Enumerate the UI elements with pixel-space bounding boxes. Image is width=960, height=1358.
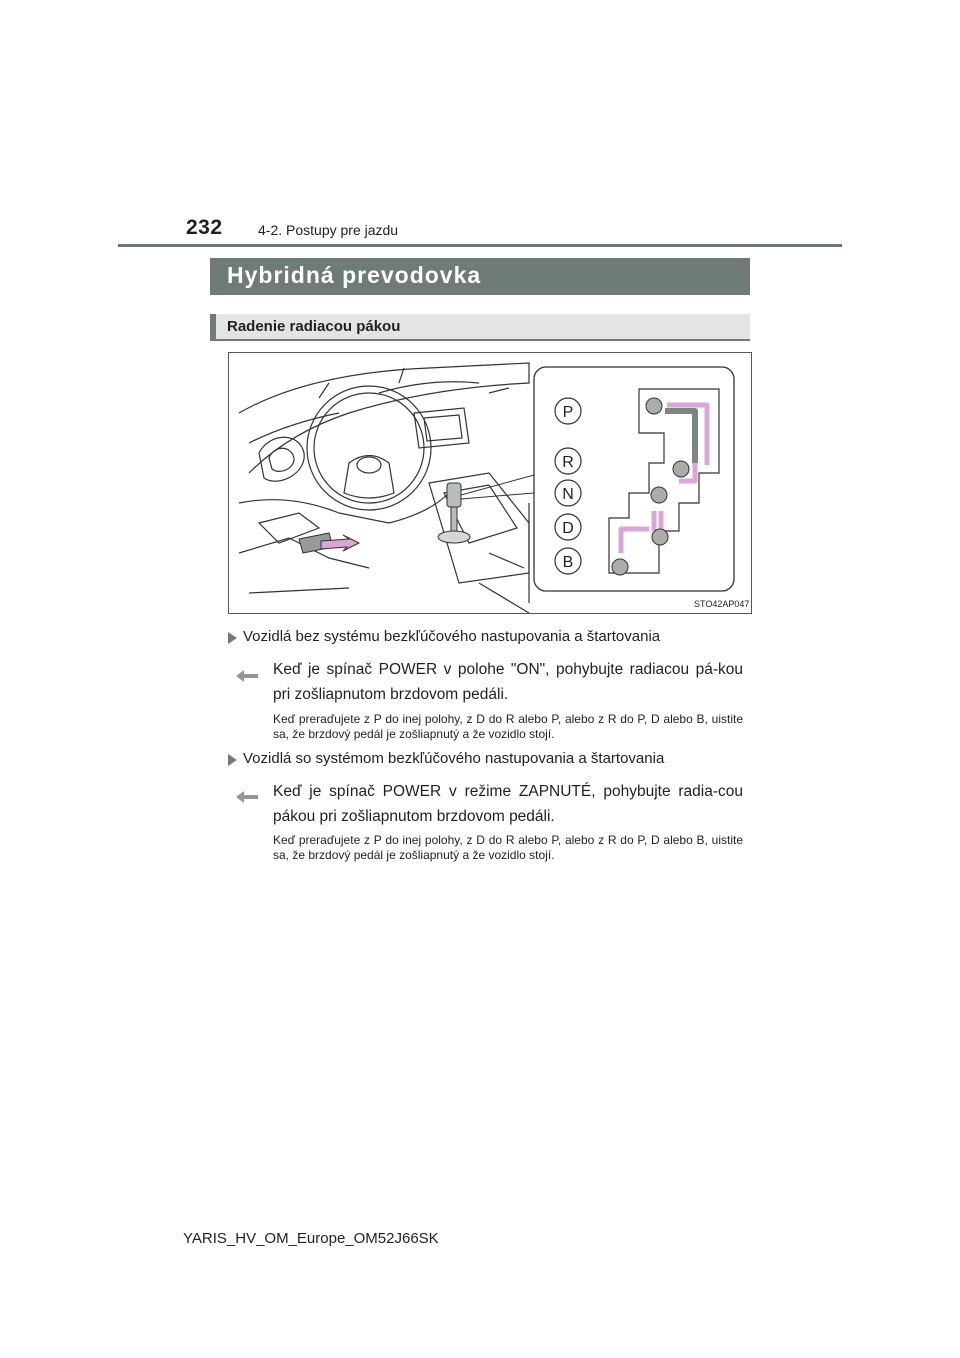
shift-position-label-N: N [562, 486, 574, 503]
instruction-text: Keď je spínač POWER v režime ZAPNUTÉ, pohybujte radia-cou pákou pri zošliapnutom brzdovom pedáli. [273, 783, 743, 825]
figure-code: STO42AP047 [694, 599, 750, 609]
header-divider [118, 244, 842, 247]
instruction-arrow-icon [235, 668, 259, 684]
note-text: Keď preraďujete z P do inej polohy, z D do R alebo P, alebo z R do P, D alebo B, uistite sa, že brzdový pedál je zošliapnutý a že vozidlo stojí. [273, 712, 743, 741]
subsection-title: Radenie radiacou pákou [227, 318, 401, 335]
page-number: 232 [186, 216, 223, 239]
condition-text: Vozidlá so systémom bezkľúčového nastupovania a štartovania [243, 750, 665, 767]
condition-marker-icon [228, 754, 237, 766]
shift-lever-illustration [228, 352, 752, 614]
instruction-text: Keď je spínač POWER v polohe "ON", pohybujte radiacou pá-kou pri zošliapnutom brzdovom pedáli. [273, 661, 743, 703]
shift-position-label-P: P [562, 404, 574, 421]
shift-lever [438, 483, 470, 543]
shift-position-label-R: R [562, 454, 574, 471]
condition-text: Vozidlá bez systému bezkľúčového nastupovania a štartovania [243, 628, 661, 645]
shift-position-label-D: D [562, 520, 574, 537]
note-text: Keď preraďujete z P do inej polohy, z D do R alebo P, alebo z R do P, D alebo B, uistite sa, že brzdový pedál je zošliapnutý a že vozidlo stojí. [273, 833, 743, 862]
condition-marker-icon [228, 632, 237, 644]
shift-position-label-B: B [562, 554, 574, 571]
section-title-bar [210, 258, 750, 295]
instruction-arrow-icon [235, 789, 259, 805]
subsection-accent [210, 314, 216, 341]
brake-pedal [299, 533, 359, 553]
document-code: YARIS_HV_OM_Europe_OM52J66SK [183, 1230, 439, 1247]
section-path: 4-2. Postupy pre jazdu [258, 222, 399, 238]
subsection-title-bar [210, 314, 750, 341]
section-title: Hybridná prevodovka [227, 262, 482, 288]
